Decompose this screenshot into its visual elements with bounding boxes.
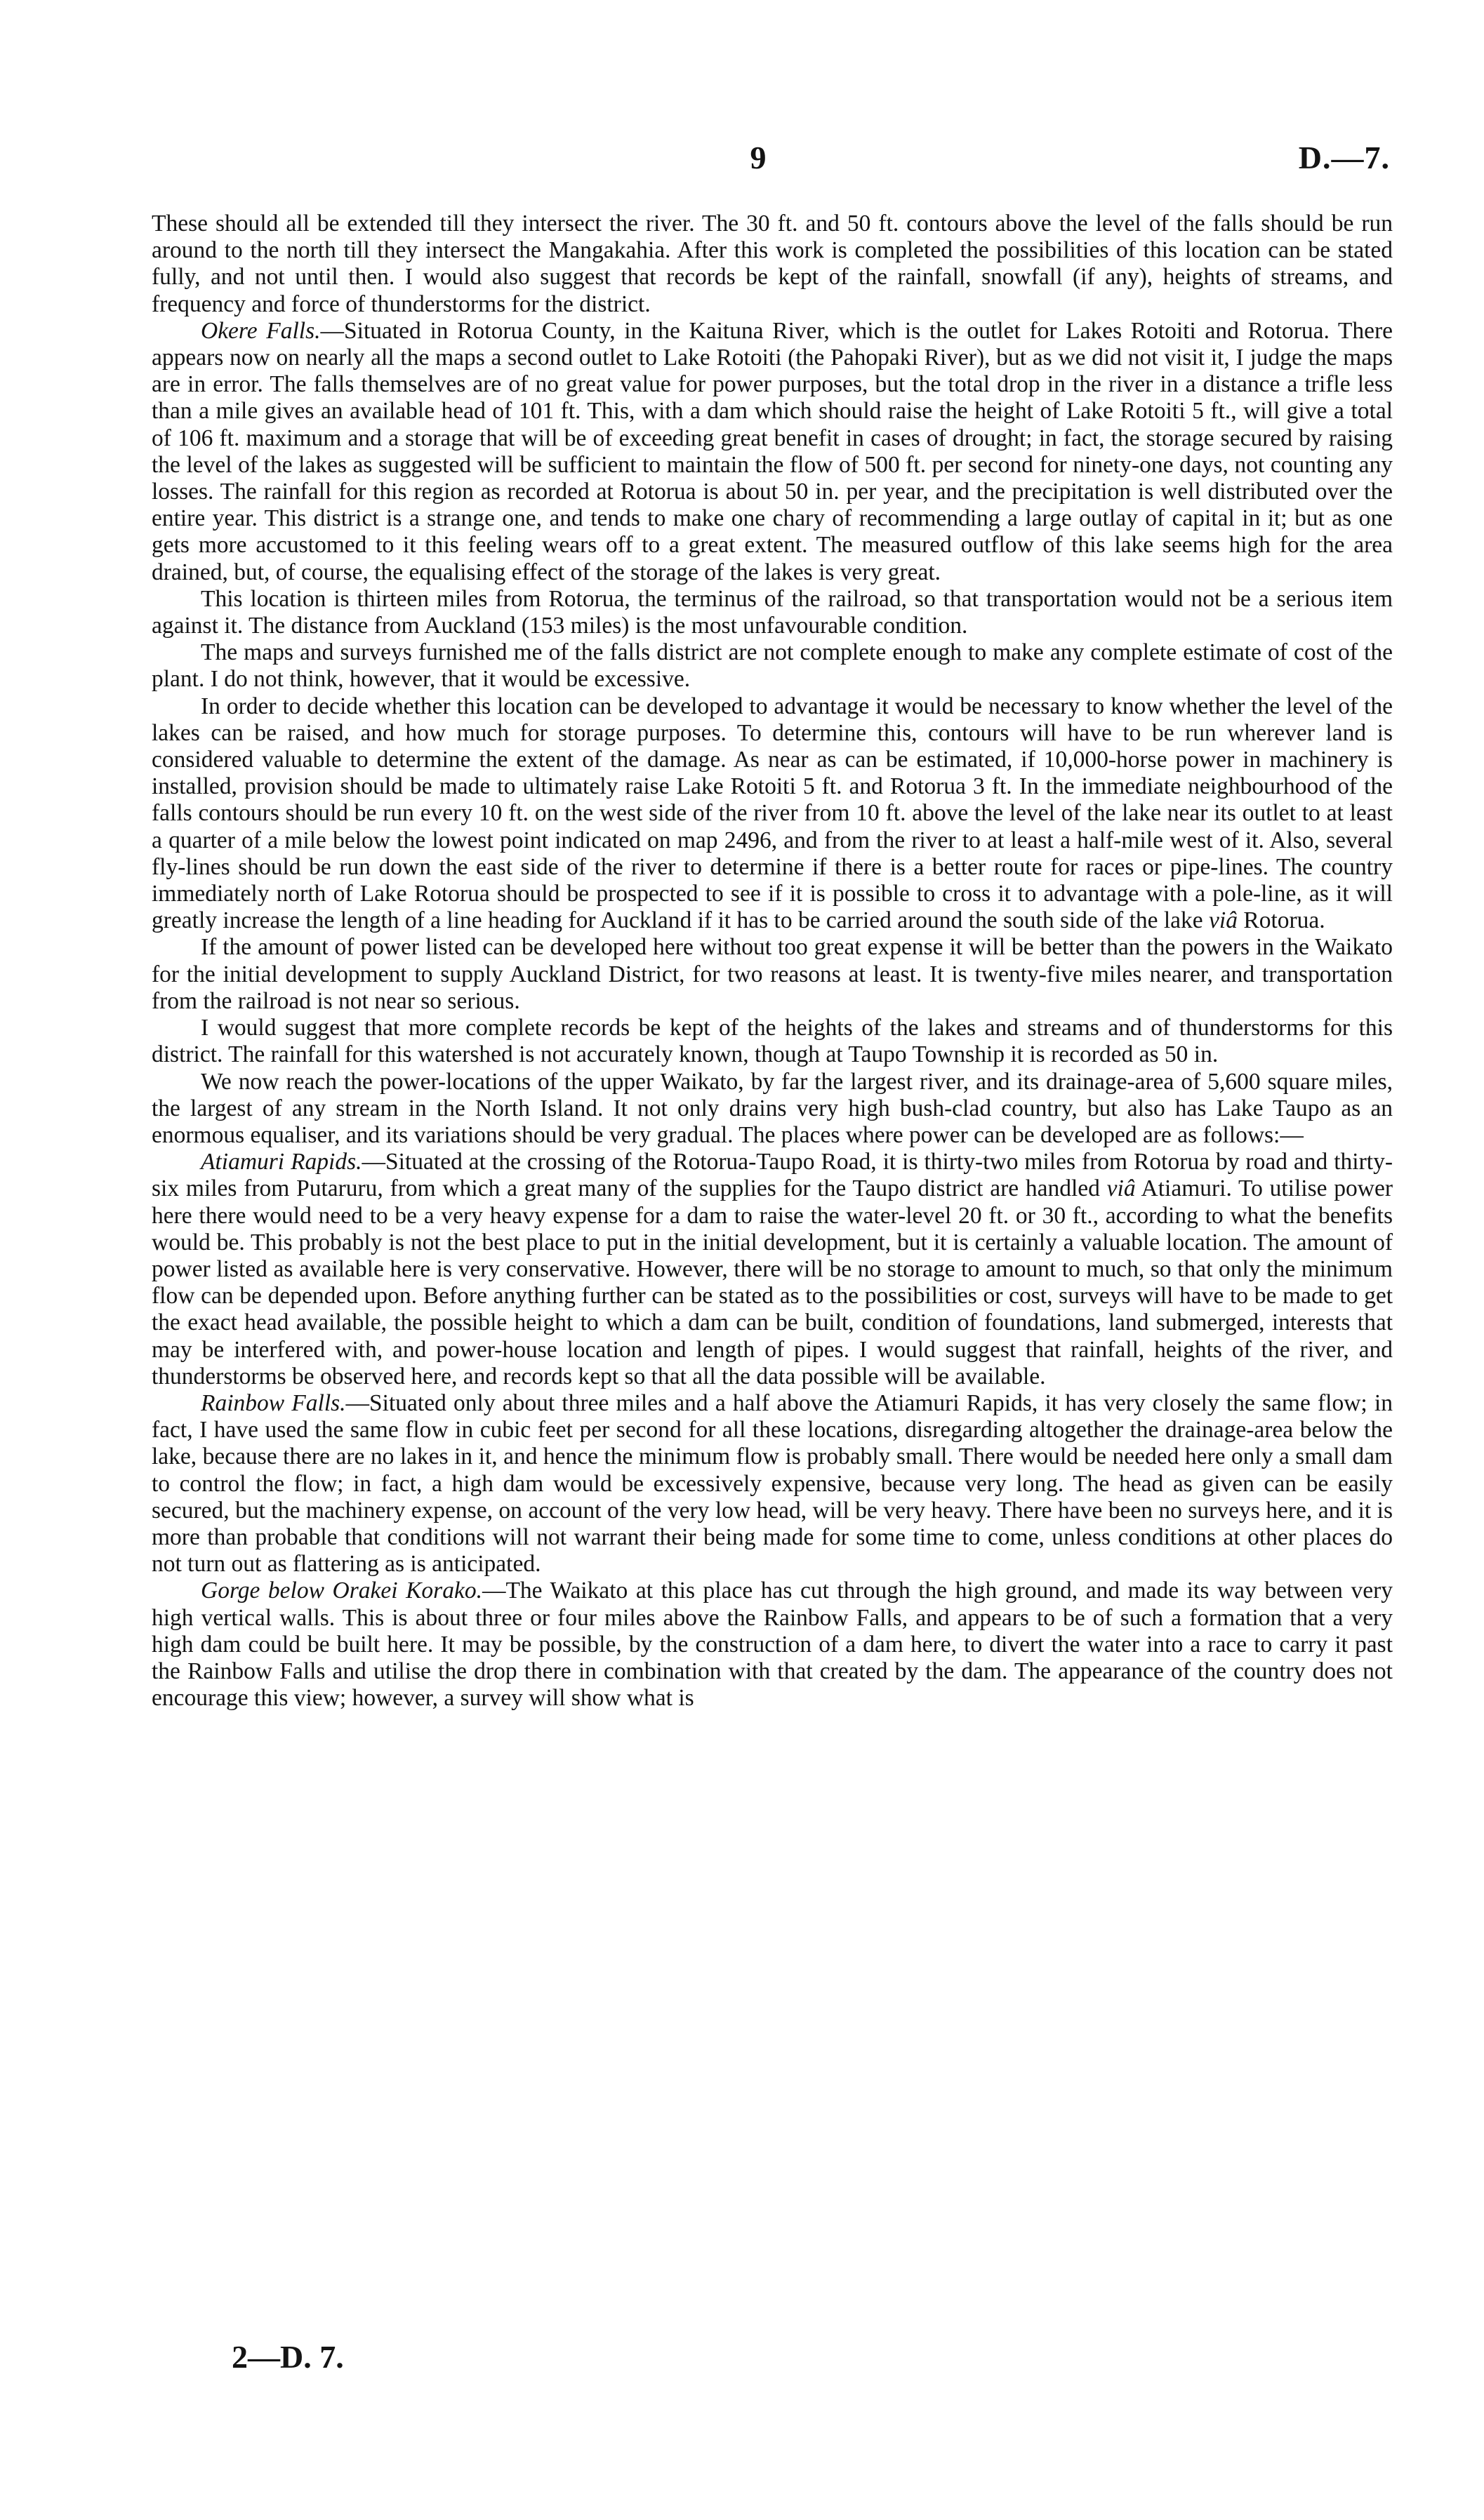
paragraph-8: We now reach the power-locations of the upper Waikato, by far the largest river, and its drainage-area of 5,600 square miles, the largest of any stream in the North Island. It not only drains very high bush-clad country, but also has Lake Taupo as an enormous equaliser, and its variations should be very gradual. The places where power can be developed are as follows:— bbox=[152, 1068, 1393, 1148]
paragraph-6: If the amount of power listed can be developed here without too great expense it will be better than the powers in the Waikato for the initial development to supply Auckland District, for two reasons at least. It is twenty-five miles nearer, and transportation from the railroad is not near so serious. bbox=[152, 934, 1393, 1014]
paragraph-3: This location is thirteen miles from Rotorua, the terminus of the railroad, so that transportation would not be a serious item against it. The distance from Auckland (153 miles) is the most unfavourable condition. bbox=[152, 585, 1393, 639]
body-text bbox=[152, 211, 1393, 1712]
paragraph-5: In order to decide whether this location can be developed to advantage it would be necessary to know whether the level of the lakes can be raised, and how much for storage purposes. To determine this, contours will have to be run wherever land is considered valuable to determine the extent of the damage. As near as can be estimated, if 10,000-horse power in machinery is installed, provision should be made to ultimately raise Lake Rotoiti 5 ft. and Rotorua 3 ft. In the immediate neighbourhood of the falls contours should be run every 10 ft. on the west side of the river from 10 ft. above the level of the lake near its outlet to at least a quarter of a mile below the lowest point indicated on map 2496, and from the river to at least a half-mile west of it. Also, several fly-lines should be run down the east side of the river to determine if there is a better route for races or pipe-lines. The country immediately north of Lake Rotorua should be prospected to see if it is possible to cross it to advantage with a pole-line, as it will greatly increase the length of a line heading for Auckland if it has to be carried around the south side of the lake viâ Rotorua. bbox=[152, 693, 1393, 934]
paragraph-okere-falls: Okere Falls.—Situated in Rotorua County, in the Kaituna River, which is the outlet for Lakes Rotoiti and Rotorua. There appears now on nearly all the maps a second outlet to Lake Rotoiti (the Pahopaki River), but as we did not visit it, I judge the maps are in error. The falls themselves are of no great value for power purposes, but the total drop in the river in a distance a trifle less than a mile gives an available head of 101 ft. This, with a dam which should raise the height of Lake Rotoiti 5 ft., will give a total of 106 ft. maximum and a storage that will be of exceeding great benefit in cases of drought; in fact, the storage secured by raising the level of the lakes as suggested will be sufficient to maintain the flow of 500 ft. per second for ninety-one days, not counting any losses. The rainfall for this region as recorded at Rotorua is about 50 in. per year, and the precipitation is well distributed over the entire year. This district is a strange one, and tends to make one chary of recommending a large outlay of capital in it; but as one gets more accustomed to it this feeling wears off to a great extent. The measured outflow of this lake seems high for the area drained, but, of course, the equalising effect of the storage of the lakes is very great. bbox=[152, 317, 1393, 585]
paragraph-atiamuri-rapids: Atiamuri Rapids.—Situated at the crossing of the Rotorua-Taupo Road, it is thirty-two miles from Rotorua by road and thirty-six miles from Putaruru, from which a great many of the supplies for the Taupo district are handled viâ Atiamuri. To utilise power here there would need to be a very heavy expense for a dam to raise the water-level 20 ft. or 30 ft., according to what the benefits would be. This probably is not the best place to put in the initial development, but it is certainly a valuable location. The amount of power listed as available here is very conservative. However, there will be no storage to amount to much, so that only the minimum flow can be depended upon. Before anything further can be stated as to the possibilities or cost, surveys will have to be made to get the exact head available, the possible height to which a dam can be built, condition of foundations, land submerged, interests that may be interfered with, and power-house location and length of pipes. I would suggest that rainfall, heights of the river, and thunderstorms be observed here, and records kept so that all the data possible will be available. bbox=[152, 1149, 1393, 1389]
page-number: 9 bbox=[750, 140, 767, 175]
paragraph-7: I would suggest that more complete records be kept of the heights of the lakes and streams and of thunderstorms for this district. The rainfall for this watershed is not accurately known, though at Taupo Township it is recorded as 50 in. bbox=[152, 1015, 1393, 1068]
paragraph-gorge-orakei-korako: Gorge below Orakei Korako.—The Waikato at this place has cut through the high ground, and made its way between very high vertical walls. This is about three or four miles above the Rainbow Falls, and appears to be of such a formation that a very high dam could be built here. It may be possible, by the construction of a dam here, to divert the water into a race to carry it past the Rainbow Falls and utilise the drop there in combination with that created by the dam. The appearance of the country does not encourage this view; however, a survey will show what is bbox=[152, 1578, 1393, 1712]
document-reference: D.—7. bbox=[1298, 140, 1390, 175]
section-heading-rainbow-falls: Rainbow Falls. bbox=[201, 1389, 346, 1416]
paragraph-rainbow-falls: Rainbow Falls.—Situated only about three miles and a half above the Atiamuri Rapids, it has very closely the same flow; in fact, I have used the same flow in cubic feet per second for all these locations, disregarding altogether the drainage-area below the lake, because there are no lakes in it, and hence the minimum flow is probably small. There would be needed here only a small dam to control the flow; in fact, a high dam would be excessively expensive, because very long. The head as given can be easily secured, but the machinery expense, on account of the very low head, will be very heavy. There have been no surveys here, and it is more than probable that conditions will not warrant their being made for some time to come, unless conditions at other places do not turn out as flattering as is anticipated. bbox=[152, 1389, 1393, 1578]
signature-mark: 2—D. 7. bbox=[232, 2339, 344, 2375]
paragraph-4: The maps and surveys furnished me of the falls district are not complete enough to make any complete estimate of cost of the plant. I do not think, however, that it would be excessive. bbox=[152, 639, 1393, 693]
paragraph-1: These should all be extended till they intersect the river. The 30 ft. and 50 ft. contours above the level of the falls should be run around to the north till they intersect the Mangakahia. After this work is completed the possibilities of this location can be stated fully, and not until then. I would also suggest that records be kept of the rainfall, snowfall (if any), heights of streams, and frequency and force of thunderstorms for the district. bbox=[152, 211, 1393, 317]
section-heading-okere-falls: Okere Falls. bbox=[201, 317, 321, 344]
section-heading-gorge-orakei-korako: Gorge below Orakei Korako. bbox=[201, 1578, 482, 1604]
section-heading-atiamuri-rapids: Atiamuri Rapids. bbox=[201, 1149, 362, 1175]
